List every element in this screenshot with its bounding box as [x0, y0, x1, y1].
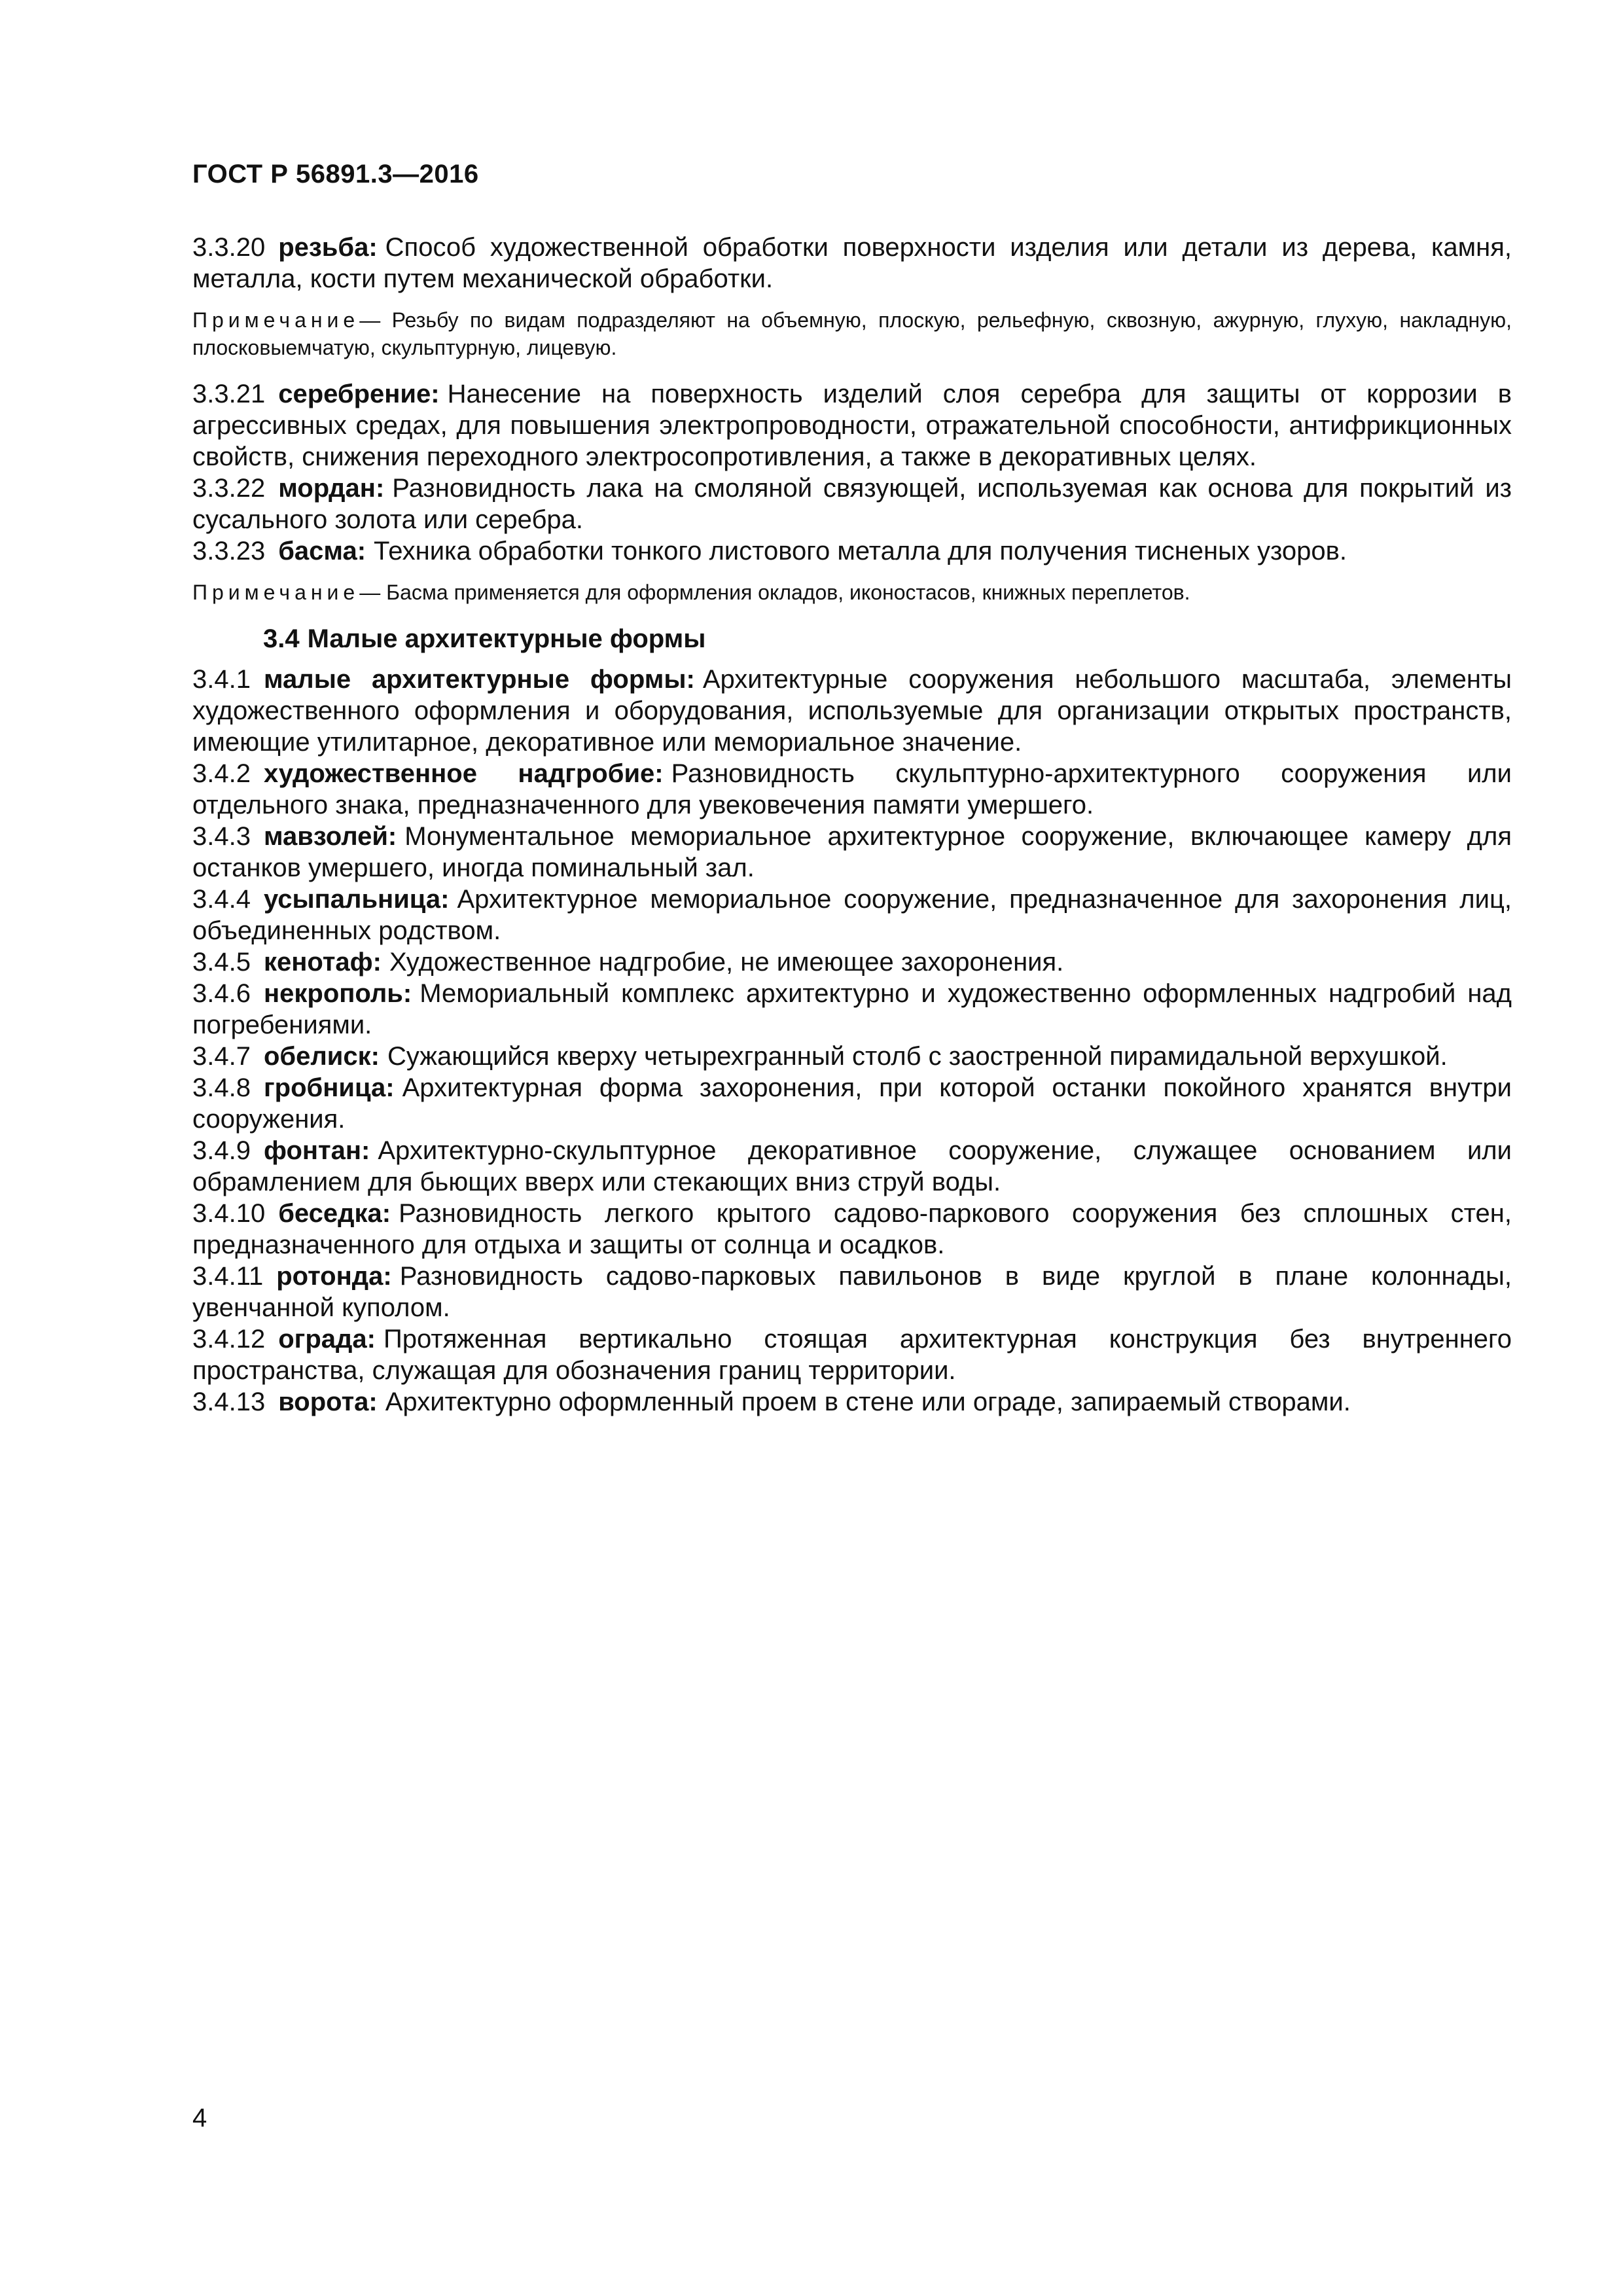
- term-entry: [192, 1072, 1512, 1135]
- document-body: [192, 232, 1512, 1418]
- entry-number: 3.4.4: [192, 885, 251, 914]
- term-entry: [192, 946, 1512, 978]
- entry-number: 3.4.10: [192, 1199, 266, 1228]
- entry-definition: Разновидность легкого крытого садово-паркового сооружения без сплошных стен, предназначенного для отдыха и защиты от солнца и осадков.: [192, 1199, 1512, 1259]
- entry-term: мордан:: [278, 474, 385, 503]
- entry-number: 3.4.11: [192, 1262, 264, 1291]
- term-entry: [192, 1323, 1512, 1386]
- entry-definition: Архитектурные сооружения небольшого масштаба, элементы художественного оформления и оборудования, используемые для организации открытых пространств, имеющие утилитарное, декоративное или мемориальное значение.: [192, 665, 1512, 757]
- entry-number: 3.4.8: [192, 1073, 251, 1102]
- entry-term: ворота:: [278, 1388, 378, 1416]
- section-heading: [192, 623, 1512, 655]
- term-entry: [192, 1135, 1512, 1198]
- entry-term: беседка:: [278, 1199, 391, 1228]
- entry-definition: Архитектурное мемориальное сооружение, предназначенное для захоронения лиц, объединенных родством.: [192, 885, 1512, 945]
- entry-term: ограда:: [278, 1325, 376, 1354]
- entry-definition: Архитектурно оформленный проем в стене или ограде, запираемый створами.: [385, 1388, 1351, 1416]
- note-label: Примечание: [192, 308, 360, 332]
- entry-definition: Способ художественной обработки поверхности изделия или детали из дерева, камня, металла, кости путем механической обработки.: [192, 233, 1512, 293]
- entry-number: 3.3.20: [192, 233, 266, 262]
- entry-number: 3.4.1: [192, 665, 251, 694]
- term-entry: [192, 473, 1512, 535]
- entry-definition: Нанесение на поверхность изделий слоя серебра для защиты от коррозии в агрессивных средах, для повышения электропроводности, отражательной способности, антифрикционных свойств, снижения переходного электросопротивления, а также в декоративных целях.: [192, 380, 1512, 471]
- entry-definition: Сужающийся кверху четырехгранный столб с заостренной пирамидальной верхушкой.: [387, 1042, 1448, 1071]
- term-entry: [192, 978, 1512, 1041]
- entry-term: мавзолей:: [263, 822, 397, 851]
- entry-number: 3.3.22: [192, 474, 266, 503]
- term-entry: [192, 884, 1512, 946]
- entry-definition: Мемориальный комплекс архитектурно и художественно оформленных надгробий над погребениями.: [192, 979, 1512, 1039]
- term-entry: [192, 535, 1512, 567]
- term-entry: [192, 664, 1512, 758]
- entry-definition: Художественное надгробие, не имеющее захоронения.: [389, 948, 1064, 977]
- entry-definition: Монументальное мемориальное архитектурное сооружение, включающее камеру для останков умершего, иногда поминальный зал.: [192, 822, 1512, 882]
- term-entry: [192, 821, 1512, 884]
- section-number: 3.4: [263, 624, 300, 653]
- entry-definition: Техника обработки тонкого листового металла для получения тисненых узоров.: [374, 537, 1347, 565]
- term-entry: [192, 1386, 1512, 1418]
- entry-definition: Разновидность садово-парковых павильонов в виде круглой в плане колоннады, увенчанной куполом.: [192, 1262, 1512, 1322]
- term-entry: [192, 758, 1512, 821]
- entry-definition: Протяженная вертикально стоящая архитектурная конструкция без внутреннего пространства, служащая для обозначения границ территории.: [192, 1325, 1512, 1385]
- entry-number: 3.4.3: [192, 822, 251, 851]
- entry-term: кенотаф:: [263, 948, 382, 977]
- entry-term: басма:: [278, 537, 366, 565]
- entry-number: 3.4.7: [192, 1042, 251, 1071]
- entry-term: ротонда:: [276, 1262, 392, 1291]
- entry-term: некрополь:: [263, 979, 412, 1008]
- note: [192, 306, 1512, 361]
- term-entry: [192, 1198, 1512, 1261]
- term-entry: [192, 232, 1512, 295]
- entry-number: 3.4.13: [192, 1388, 266, 1416]
- entry-number: 3.3.23: [192, 537, 266, 565]
- entry-definition: Архитектурная форма захоронения, при которой останки покойного хранятся внутри сооружения.: [192, 1073, 1512, 1134]
- entry-number: 3.4.12: [192, 1325, 266, 1354]
- term-entry: [192, 1261, 1512, 1323]
- entry-number: 3.4.5: [192, 948, 251, 977]
- entry-definition: Архитектурно-скульптурное декоративное сооружение, служащее основанием или обрамлением для бьющих вверх или стекающих вниз струй воды.: [192, 1136, 1512, 1196]
- entry-number: 3.3.21: [192, 380, 266, 408]
- entry-term: резьба:: [278, 233, 378, 262]
- note-label: Примечание: [192, 581, 360, 604]
- page-number: 4: [192, 2104, 207, 2132]
- entry-term: гробница:: [263, 1073, 395, 1102]
- note: [192, 579, 1512, 606]
- entry-term: художественное надгробие:: [263, 759, 664, 788]
- entry-term: усыпальница:: [263, 885, 450, 914]
- entry-term: малые архитектурные формы:: [263, 665, 695, 694]
- entry-term: фонтан:: [263, 1136, 370, 1165]
- term-entry: [192, 378, 1512, 473]
- entry-term: обелиск:: [263, 1042, 380, 1071]
- section-title-text: Малые архитектурные формы: [307, 624, 706, 653]
- standard-designation: ГОСТ Р 56891.3—2016: [192, 160, 479, 188]
- note-text: — Басма применяется для оформления окладов, иконостасов, книжных переплетов.: [359, 581, 1190, 604]
- entry-number: 3.4.2: [192, 759, 251, 788]
- entry-number: 3.4.9: [192, 1136, 251, 1165]
- entry-term: серебрение:: [278, 380, 440, 408]
- term-entry: [192, 1041, 1512, 1072]
- entry-definition: Разновидность лака на смоляной связующей, используемая как основа для покрытий из сусального золота или серебра.: [192, 474, 1512, 534]
- entry-definition: Разновидность скульптурно-архитектурного сооружения или отдельного знака, предназначенного для увековечения памяти умершего.: [192, 759, 1512, 819]
- entry-number: 3.4.6: [192, 979, 251, 1008]
- note-text: — Резьбу по видам подразделяют на объемную, плоскую, рельефную, сквозную, ажурную, глухую, накладную, плосковыемчатую, скульптурную, лицевую.: [192, 308, 1512, 359]
